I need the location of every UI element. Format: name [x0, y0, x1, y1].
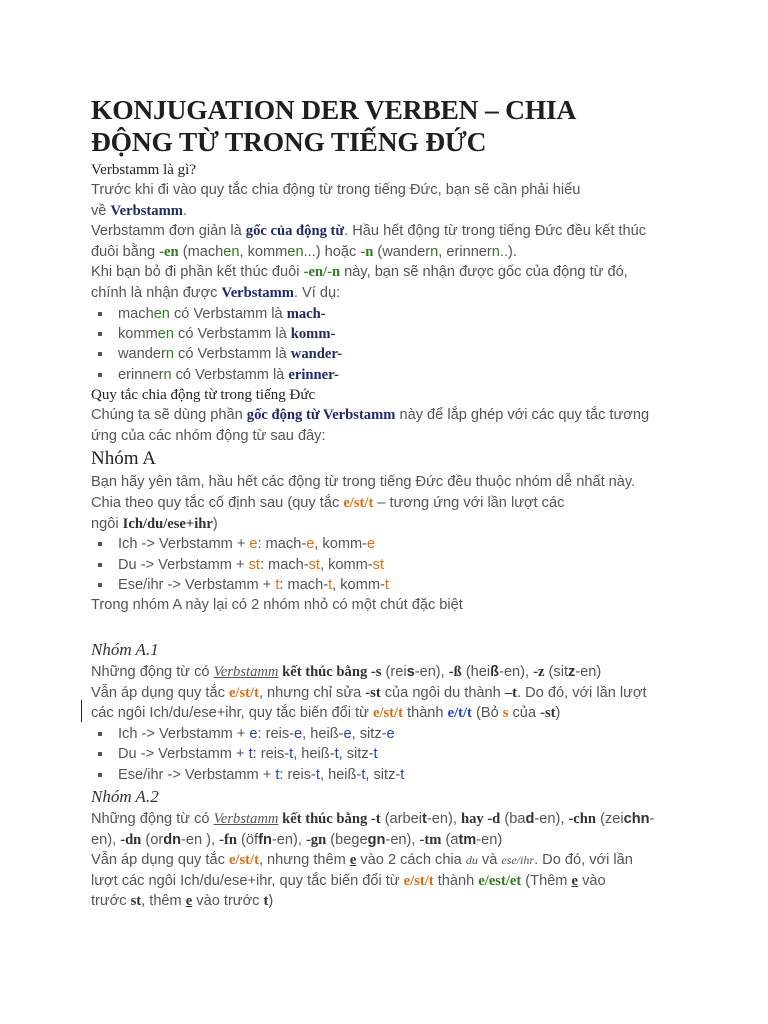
- list-item: Du -> Verbstamm + st: mach-st, komm-st: [98, 555, 691, 575]
- paragraph-definition: Verbstamm đơn giản là gốc của động từ. Hầu hết động từ trong tiếng Đức đều kết thúc đuôi bằng -en (machen, kommen...) hoặc -n (wandern, erinnern..).: [91, 223, 647, 260]
- bullet-icon: [98, 312, 102, 316]
- list-verbstamm-examples: [91, 304, 691, 386]
- list-item: machen có Verbstamm là mach-: [98, 304, 691, 324]
- paragraph-a2-verbs: Những động từ có Verbstamm kết thúc bằng -t (arbeit-en), hay -d (bad-en), -chn (zeichn- en), -dn (ordn-en ), -fn (öffn-en), -gn (begegn-en), -tm (atm-en): [91, 810, 655, 848]
- heading-group-a1: Nhóm A.1: [91, 639, 159, 659]
- document: [91, 94, 691, 912]
- bullet-icon: [98, 752, 102, 756]
- bullet-icon: [98, 373, 102, 377]
- paragraph-a2-rule: Vẫn áp dụng quy tắc e/st/t, nhưng thêm e vào 2 cách chia du và ese/ihr. Do đó, với lần lượt các ngôi Ich/du/ese+ihr, quy tắc biến đổi từ e/st/t thành e/est/et (Thêm e vào trước st, thêm e vào trước t): [91, 852, 633, 910]
- bullet-icon: [98, 732, 102, 736]
- list-item: wandern có Verbstamm là wander-: [98, 344, 691, 364]
- paragraph-intro: Trước khi đi vào quy tắc chia động từ trong tiếng Đức, bạn sẽ cần phải hiểu về Verbstamm.: [91, 182, 581, 219]
- list-item: Ese/ihr -> Verbstamm + t: reis-t, heiß-t, sitz-t: [98, 765, 691, 785]
- bullet-icon: [98, 352, 102, 356]
- title-line-2: ĐỘNG TỪ TRONG TIẾNG ĐỨC: [91, 126, 487, 157]
- paragraph-a1-rule: Vẫn áp dụng quy tắc e/st/t, nhưng chỉ sửa -st của ngôi du thành –t. Do đó, với lần lượt các ngôi Ich/du/ese+ihr, quy tắc biến đổi từ e/st/t thành e/t/t (Bỏ s của -st): [91, 684, 647, 722]
- list-group-a: [91, 534, 691, 595]
- bullet-icon: [98, 773, 102, 777]
- bullet-icon: [98, 563, 102, 567]
- heading-group-a2: Nhóm A.2: [91, 786, 159, 806]
- list-item: Ich -> Verbstamm + e: mach-e, komm-e: [98, 534, 691, 554]
- paragraph-rules-intro: Chúng ta sẽ dùng phần gốc động từ Verbstamm này để lắp ghép với các quy tắc tương ứng của các nhóm động từ sau đây:: [91, 407, 650, 444]
- list-item: Ese/ihr -> Verbstamm + t: mach-t, komm-t: [98, 575, 691, 595]
- list-item: Ich -> Verbstamm + e: reis-e, heiß-e, sitz-e: [98, 724, 691, 744]
- bullet-icon: [98, 332, 102, 336]
- bullet-icon: [98, 583, 102, 587]
- paragraph-remove-suffix: Khi bạn bỏ đi phần kết thúc đuôi -en/-n này, bạn sẽ nhận được gốc của động từ đó, chính là nhận được Verbstamm. Ví dụ:: [91, 264, 628, 301]
- paragraph-group-a-rule: Chia theo quy tắc cố định sau (quy tắc e/st/t – tương ứng với lần lượt các ngôi Ich/du/ese+ihr): [91, 494, 565, 532]
- bullet-icon: [98, 542, 102, 546]
- heading-rules: Quy tắc chia động từ trong tiếng Đức: [91, 387, 316, 404]
- document-title: [91, 94, 691, 158]
- title-line-1: KONJUGATION DER VERBEN – CHIA: [91, 94, 577, 125]
- heading-verbstamm: Verbstamm là gì?: [91, 162, 196, 178]
- paragraph-group-a: Bạn hãy yên tâm, hầu hết các động từ trong tiếng Đức đều thuộc nhóm dễ nhất này.: [91, 474, 636, 491]
- text-cursor: [81, 700, 82, 722]
- list-item: kommen có Verbstamm là komm-: [98, 324, 691, 344]
- list-item: erinnern có Verbstamm là erinner-: [98, 365, 691, 385]
- paragraph-a1-verbs: Những động từ có Verbstamm kết thúc bằng -s (reis-en), -ß (heiß-en), -z (sitz-en): [91, 663, 602, 680]
- list-group-a1: [91, 724, 691, 785]
- paragraph-subgroups: Trong nhóm A này lại có 2 nhóm nhỏ có một chút đặc biệt: [91, 597, 463, 614]
- list-item: Du -> Verbstamm + t: reis-t, heiß-t, sitz-t: [98, 744, 691, 764]
- heading-group-a: Nhóm A: [91, 448, 156, 470]
